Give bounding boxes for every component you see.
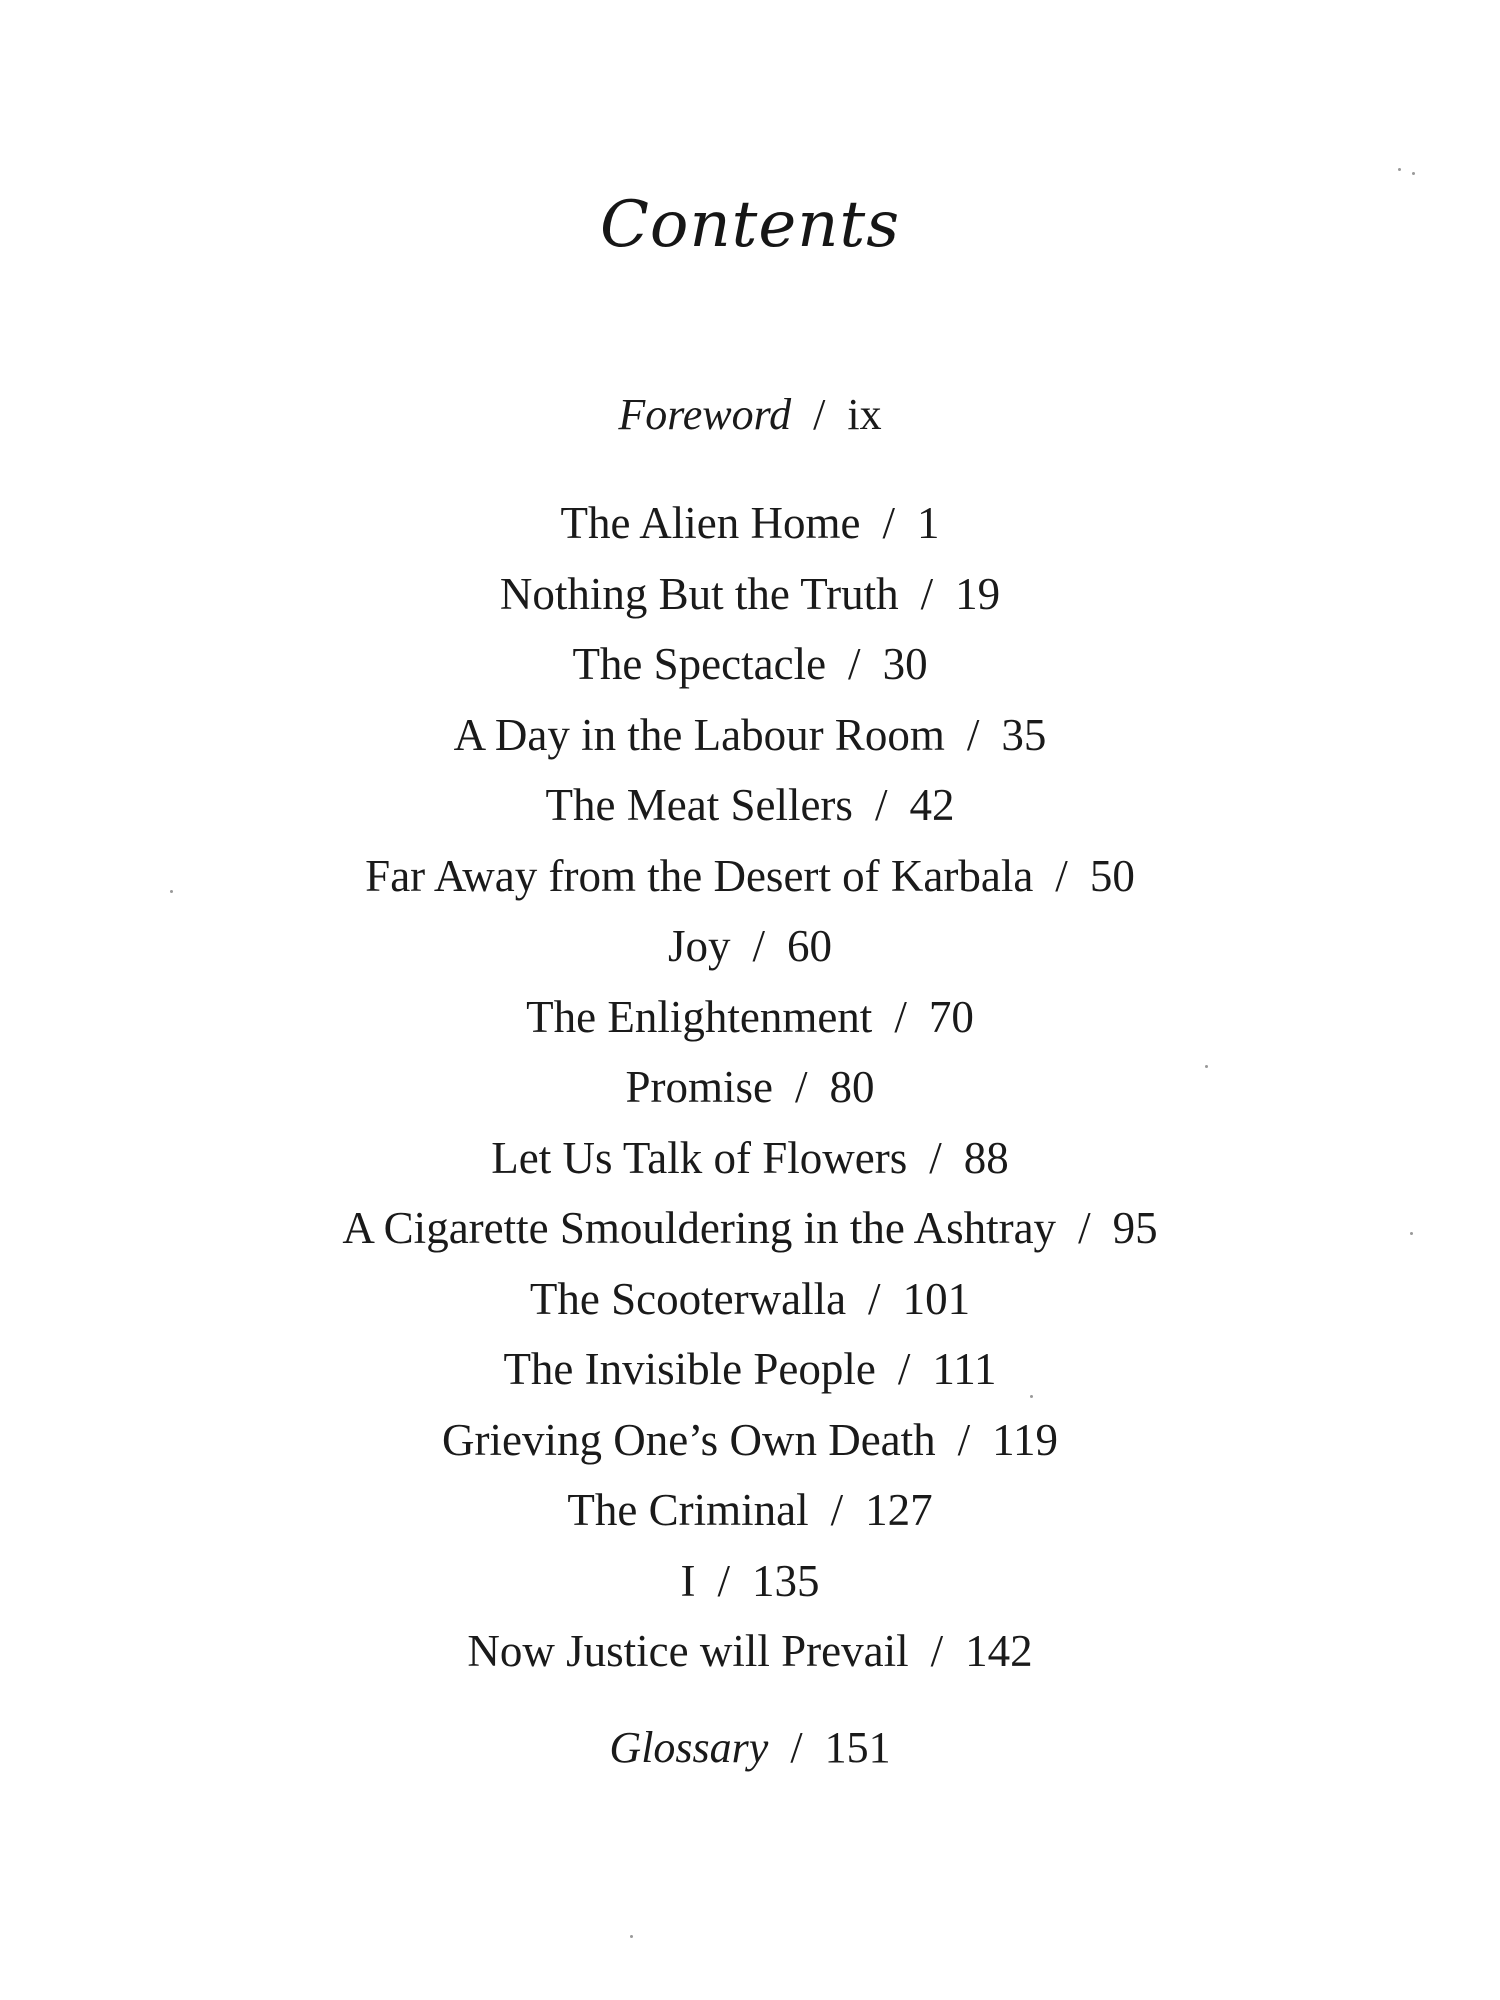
scan-speck (1410, 1232, 1413, 1235)
toc-separator: / (752, 921, 766, 971)
toc-entry-glossary (0, 1718, 1500, 1778)
toc-entry (0, 700, 1500, 771)
toc-page-number: 50 (1089, 850, 1135, 901)
toc-entry-title: Joy (667, 921, 731, 971)
toc-separator: / (929, 1132, 942, 1183)
toc-entry-title: Let Us Talk of Flowers (491, 1132, 908, 1183)
toc-page-number: 95 (1112, 1203, 1158, 1253)
toc-entry-title: Now Justice will Prevail (467, 1626, 909, 1676)
page-title: Contents (599, 188, 901, 262)
toc-entry (0, 982, 1500, 1053)
scan-speck (630, 1935, 633, 1938)
toc-entry-title: The Scooterwalla (529, 1273, 847, 1324)
toc-separator: / (966, 709, 980, 760)
toc-separator: / (795, 1062, 808, 1112)
toc-entry-foreword (0, 385, 1500, 445)
toc-page-number: 70 (928, 991, 974, 1042)
toc-page-number: ix (847, 390, 882, 439)
toc-separator: / (830, 1485, 844, 1535)
toc-page-number: 135 (752, 1555, 820, 1606)
toc-entry (0, 911, 1500, 982)
scan-speck (1398, 168, 1401, 171)
toc-separator: / (1078, 1203, 1091, 1253)
scan-speck (1205, 1065, 1208, 1068)
toc-entry-title: Far Away from the Desert of Karbala (365, 850, 1034, 901)
scan-speck (170, 890, 173, 893)
toc-page-number: 42 (909, 780, 955, 830)
toc-page-number: 111 (932, 1344, 997, 1394)
scan-speck (1030, 1395, 1033, 1398)
toc-page-number: 119 (992, 1414, 1058, 1465)
toc-entry (0, 1616, 1500, 1687)
toc-entry-title: The Criminal (567, 1485, 809, 1535)
toc-entry-title: Nothing But the Truth (499, 568, 899, 619)
toc-separator: / (957, 1414, 971, 1465)
scan-speck (1412, 172, 1415, 175)
toc-entry-title: Foreword (618, 390, 792, 439)
toc-entry (0, 1405, 1500, 1476)
toc-separator: / (874, 780, 888, 830)
toc-entry (0, 559, 1500, 630)
toc-separator: / (920, 568, 934, 619)
toc-entry-title: Grieving One’s Own Death (442, 1414, 936, 1465)
toc-separator: / (882, 498, 895, 548)
toc-entry (0, 841, 1500, 912)
toc-separator: / (848, 639, 861, 689)
toc-entry (0, 1052, 1500, 1123)
toc-page-number: 80 (829, 1062, 875, 1112)
toc-separator: / (790, 1723, 803, 1772)
toc-page-number: 19 (955, 568, 1001, 619)
toc-entry (0, 1334, 1500, 1405)
toc-page-number: 101 (902, 1273, 971, 1324)
toc-entry-title: I (680, 1555, 696, 1606)
toc-entry (0, 1123, 1500, 1194)
toc-separator: / (930, 1626, 944, 1676)
toc-page-number: 30 (882, 639, 928, 689)
toc-separator: / (868, 1273, 881, 1324)
toc-separator: / (1055, 850, 1068, 901)
toc-entry (0, 488, 1500, 559)
toc-page-number: 88 (963, 1132, 1009, 1183)
toc-page-number: 127 (865, 1485, 933, 1535)
toc-page-number: 35 (1001, 709, 1047, 760)
toc-separator: / (897, 1344, 911, 1394)
toc-page-number: 60 (787, 921, 833, 971)
toc-entry-title: The Enlightenment (526, 991, 873, 1042)
toc-entry-title: The Invisible People (503, 1344, 876, 1394)
toc-separator: / (717, 1555, 730, 1606)
toc-entry (0, 1264, 1500, 1335)
toc-entry-title: A Day in the Labour Room (453, 709, 945, 760)
toc-entry-title: The Spectacle (572, 639, 827, 689)
toc-entry (0, 1546, 1500, 1617)
toc-entry (0, 770, 1500, 841)
toc-entry-title: Glossary (609, 1723, 769, 1772)
toc-list (0, 488, 1500, 1687)
toc-page-number: 151 (824, 1723, 891, 1772)
toc-page-number: 142 (965, 1626, 1033, 1676)
toc-entry-title: The Alien Home (560, 498, 861, 548)
toc-separator: / (813, 390, 826, 439)
toc-entry (0, 1193, 1500, 1264)
toc-separator: / (894, 991, 907, 1042)
toc-entry-title: The Meat Sellers (545, 780, 853, 830)
toc-page-number: 1 (916, 498, 940, 548)
toc-entry (0, 629, 1500, 700)
toc-entry-title: A Cigarette Smouldering in the Ashtray (342, 1203, 1057, 1253)
toc-entry (0, 1475, 1500, 1546)
toc-entry-title: Promise (625, 1062, 773, 1112)
